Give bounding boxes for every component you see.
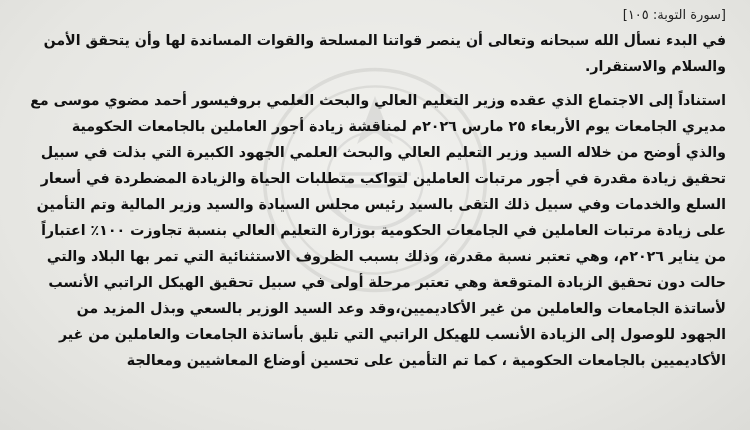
paragraph-2-line: مديري الجامعات يوم الأربعاء ٢٥ مارس ٢٠٢٦م لمناقشة زيادة أجور العاملين بالجامعات الحكومية (71, 119, 726, 135)
paragraph-2-line: استناداً إلى الاجتماع الذي عقده وزير التعليم العالي والبحث العلمي بروفيسور أحمد مضوي موسى مع (30, 93, 726, 109)
paragraph-2-line: من يناير ٢٠٢٦م، وهي تعتبر نسبة مقدرة، وذلك بسبب الظروف الاستثنائية التي تمر بها البلاد والتي (46, 249, 726, 265)
paragraph-2-line: والذي أوضح من خلاله السيد وزير التعليم العالي والبحث العلمي الجهود الكبيرة التي بذلت في سبيل (40, 145, 726, 161)
paragraph-2-line: على زيادة مرتبات العاملين في الجامعات الحكومية بوزارة التعليم العالي بنسبة تجاوزت ١٠٠٪ اعتباراً (41, 223, 726, 239)
paragraph-1-line: والسلام والاستقرار. (584, 59, 726, 75)
quran-reference: [سورة التوبة: ١٠٥] (622, 8, 726, 23)
paragraph-2-line: تحقيق زيادة مقدرة في أجور مرتبات العاملين لتواكب متطلبات الحياة والزيادة المضطردة في أسعار (40, 171, 726, 187)
paragraph-2-line: لأساتذة الجامعات والعاملين من غير الأكاديميين،وقد وعد السيد الوزير بالسعي وبذل المزيد من (76, 301, 726, 317)
letter-body (28, 4, 726, 374)
paragraph-2-line: الجهود للوصول إلى الزيادة الأنسب للهيكل الراتبي التي تليق بأساتذة الجامعات والعاملين من غير (58, 327, 726, 343)
paragraph-2-line: الأكاديميين بالجامعات الحكومية ، كما تم التأمين على تحسين أوضاع المعاشيين ومعالجة (126, 353, 726, 369)
paragraph-2-line: السلع والخدمات وفي سبيل ذلك التقى بالسيد رئيس مجلس السيادة والسيد وزير المالية وتم التأمين (36, 197, 726, 213)
paragraph-1-line: في البدء نسأل الله سبحانه وتعالى أن ينصر قواتنا المسلحة والقوات المساندة لها وأن يتحقق الأمن (43, 33, 726, 49)
paragraph-2-line: حالت دون تحقيق الزيادة المتوقعة وهي تعتبر مرحلة أولى في سبيل تحقيق الهيكل الراتبي الأنسب (48, 275, 726, 291)
